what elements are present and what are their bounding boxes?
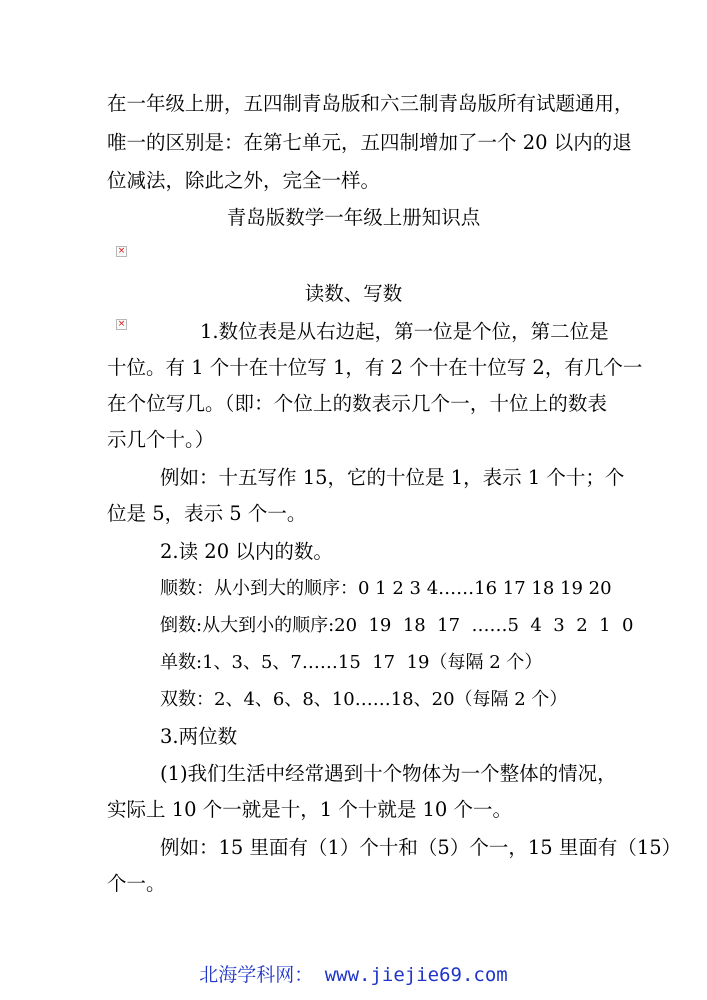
broken-image-icon: × xyxy=(117,319,126,329)
example1-line-1: 例如：十五写作 15，它的十位是 1，表示 1 个十；个 xyxy=(160,466,625,489)
footer-watermark: 北海学科网： www.jiejie69.com xyxy=(199,964,508,986)
example1-line-2: 位是 5，表示 5 个一。 xyxy=(107,502,307,525)
doc-title: 青岛版数学一年级上册知识点 xyxy=(226,206,481,229)
point3-heading: 3.两位数 xyxy=(160,725,238,748)
sub1-line-1: (1)我们生活中经常遇到十个物体为一个整体的情况， xyxy=(160,762,617,785)
point1-line-3: 在个位写几。（即：个位上的数表示几个一，十位上的数表 xyxy=(107,392,607,415)
point2-heading: 2.读 20 以内的数。 xyxy=(160,540,333,563)
point1-line-4: 示几个十。） xyxy=(107,428,215,451)
broken-image-icon: × xyxy=(117,246,126,256)
point1-line-2: 十位。有 1 个十在十位写 1，有 2 个十在十位写 2，有几个一 xyxy=(107,356,643,379)
ascending-order: 顺数：从小到大的顺序：0 1 2 3 4……16 17 18 19 20 xyxy=(160,578,612,599)
intro-line-3: 位减法，除此之外，完全一样。 xyxy=(107,169,381,192)
example2-line-2: 个一。 xyxy=(107,872,166,895)
descending-order: 倒数:从大到小的顺序:20 19 18 17 ……5 4 3 2 1 0 xyxy=(160,615,634,636)
sub1-line-2: 实际上 10 个一就是十，1 个十就是 10 个一。 xyxy=(107,798,513,821)
intro-line-2: 唯一的区别是：在第七单元，五四制增加了一个 20 以内的退 xyxy=(107,131,632,154)
example2-line-1: 例如：15 里面有（1）个十和（5）个一，15 里面有（15） xyxy=(160,836,682,859)
odd-numbers: 单数:1、3、5、7……15 17 19（每隔 2 个） xyxy=(160,652,543,673)
section-title: 读数、写数 xyxy=(304,282,403,305)
even-numbers: 双数：2、4、6、8、10……18、20（每隔 2 个） xyxy=(160,689,568,710)
point1-line-1: 1.数位表是从右边起，第一位是个位，第二位是 xyxy=(200,320,609,343)
intro-line-1: 在一年级上册，五四制青岛版和六三制青岛版所有试题通用， xyxy=(107,92,634,115)
